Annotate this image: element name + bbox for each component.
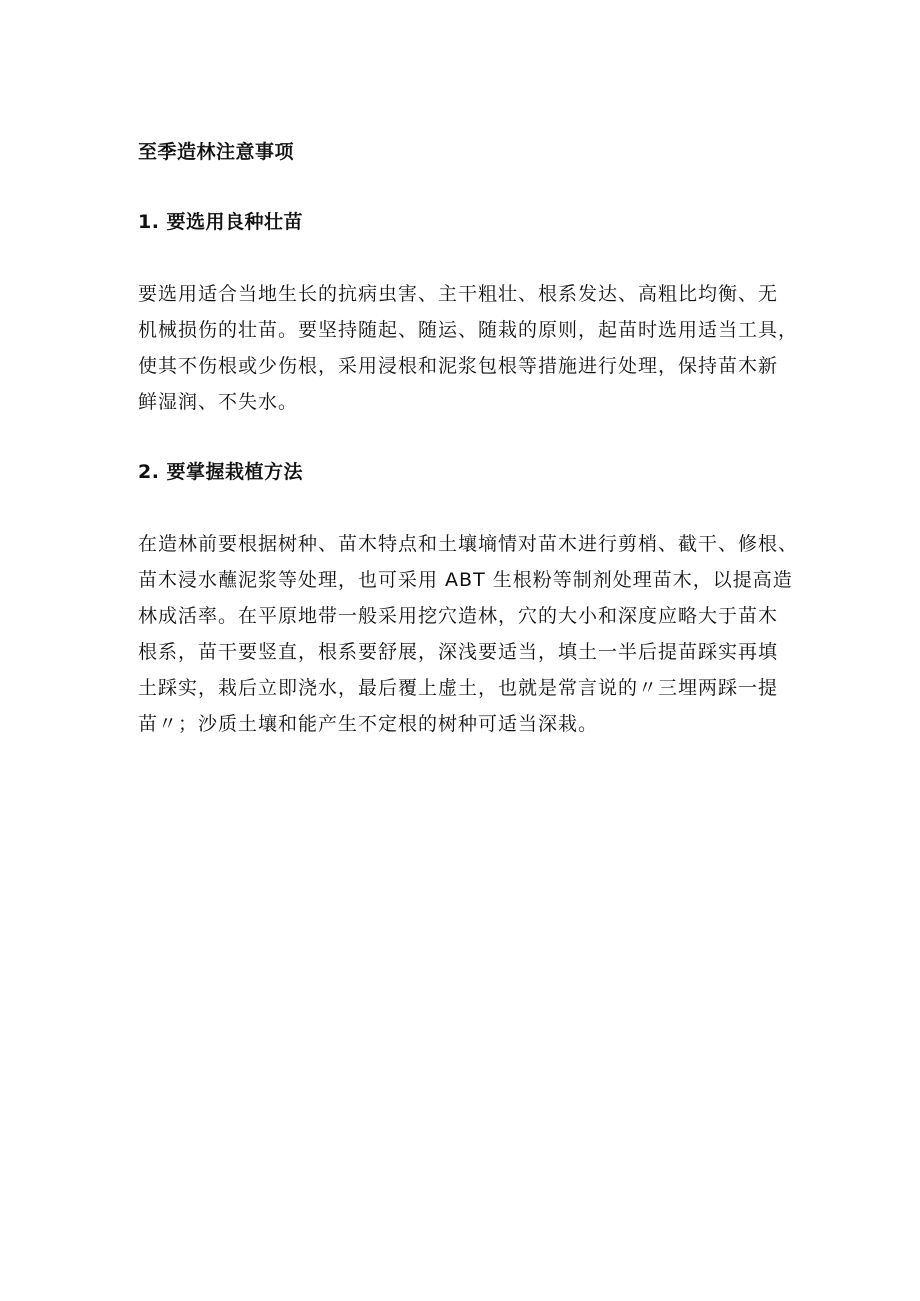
section-paragraph-1 (138, 276, 798, 420)
paragraph-line: 土踩实，栽后立即浇水，最后覆上虚土，也就是常言说的〃三埋两踩一提 (138, 677, 779, 699)
paragraph-line: 林成活率。在平原地带一般采用挖穴造林，穴的大小和深度应略大于苗木 (138, 605, 779, 627)
section-paragraph-2 (138, 526, 798, 742)
paragraph-line: 使其不伤根或少伤根，采用浸根和泥浆包根等措施进行处理，保持苗木新 (138, 355, 779, 377)
paragraph-line: 根系，苗干要竖直，根系要舒展，深浅要适当，填土一半后提苗踩实再填 (138, 641, 779, 663)
paragraph-line: 机械损伤的壮苗。要坚持随起、随运、随栽的原则，起苗时选用适当工具， (138, 319, 799, 341)
section-heading-2: 2. 要掌握栽植方法 (138, 461, 304, 483)
document-title: 至季造林注意事项 (138, 141, 295, 163)
paragraph-line: 要选用适合当地生长的抗病虫害、主干粗壮、根系发达、高粗比均衡、无 (138, 283, 779, 305)
document-content (138, 134, 798, 742)
paragraph-line: 在造林前要根据树种、苗木特点和土壤墒情对苗木进行剪梢、截干、修根、 (138, 533, 799, 555)
paragraph-line: 苗〃；沙质土壤和能产生不定根的树种可适当深栽。 (138, 713, 599, 735)
section-heading-1: 1. 要选用良种壮苗 (138, 211, 304, 233)
paragraph-line: 鲜湿润、不失水。 (138, 391, 299, 413)
paragraph-line: 苗木浸水蘸泥浆等处理，也可采用 ABT 生根粉等制剂处理苗木，以提高造 (138, 569, 793, 591)
